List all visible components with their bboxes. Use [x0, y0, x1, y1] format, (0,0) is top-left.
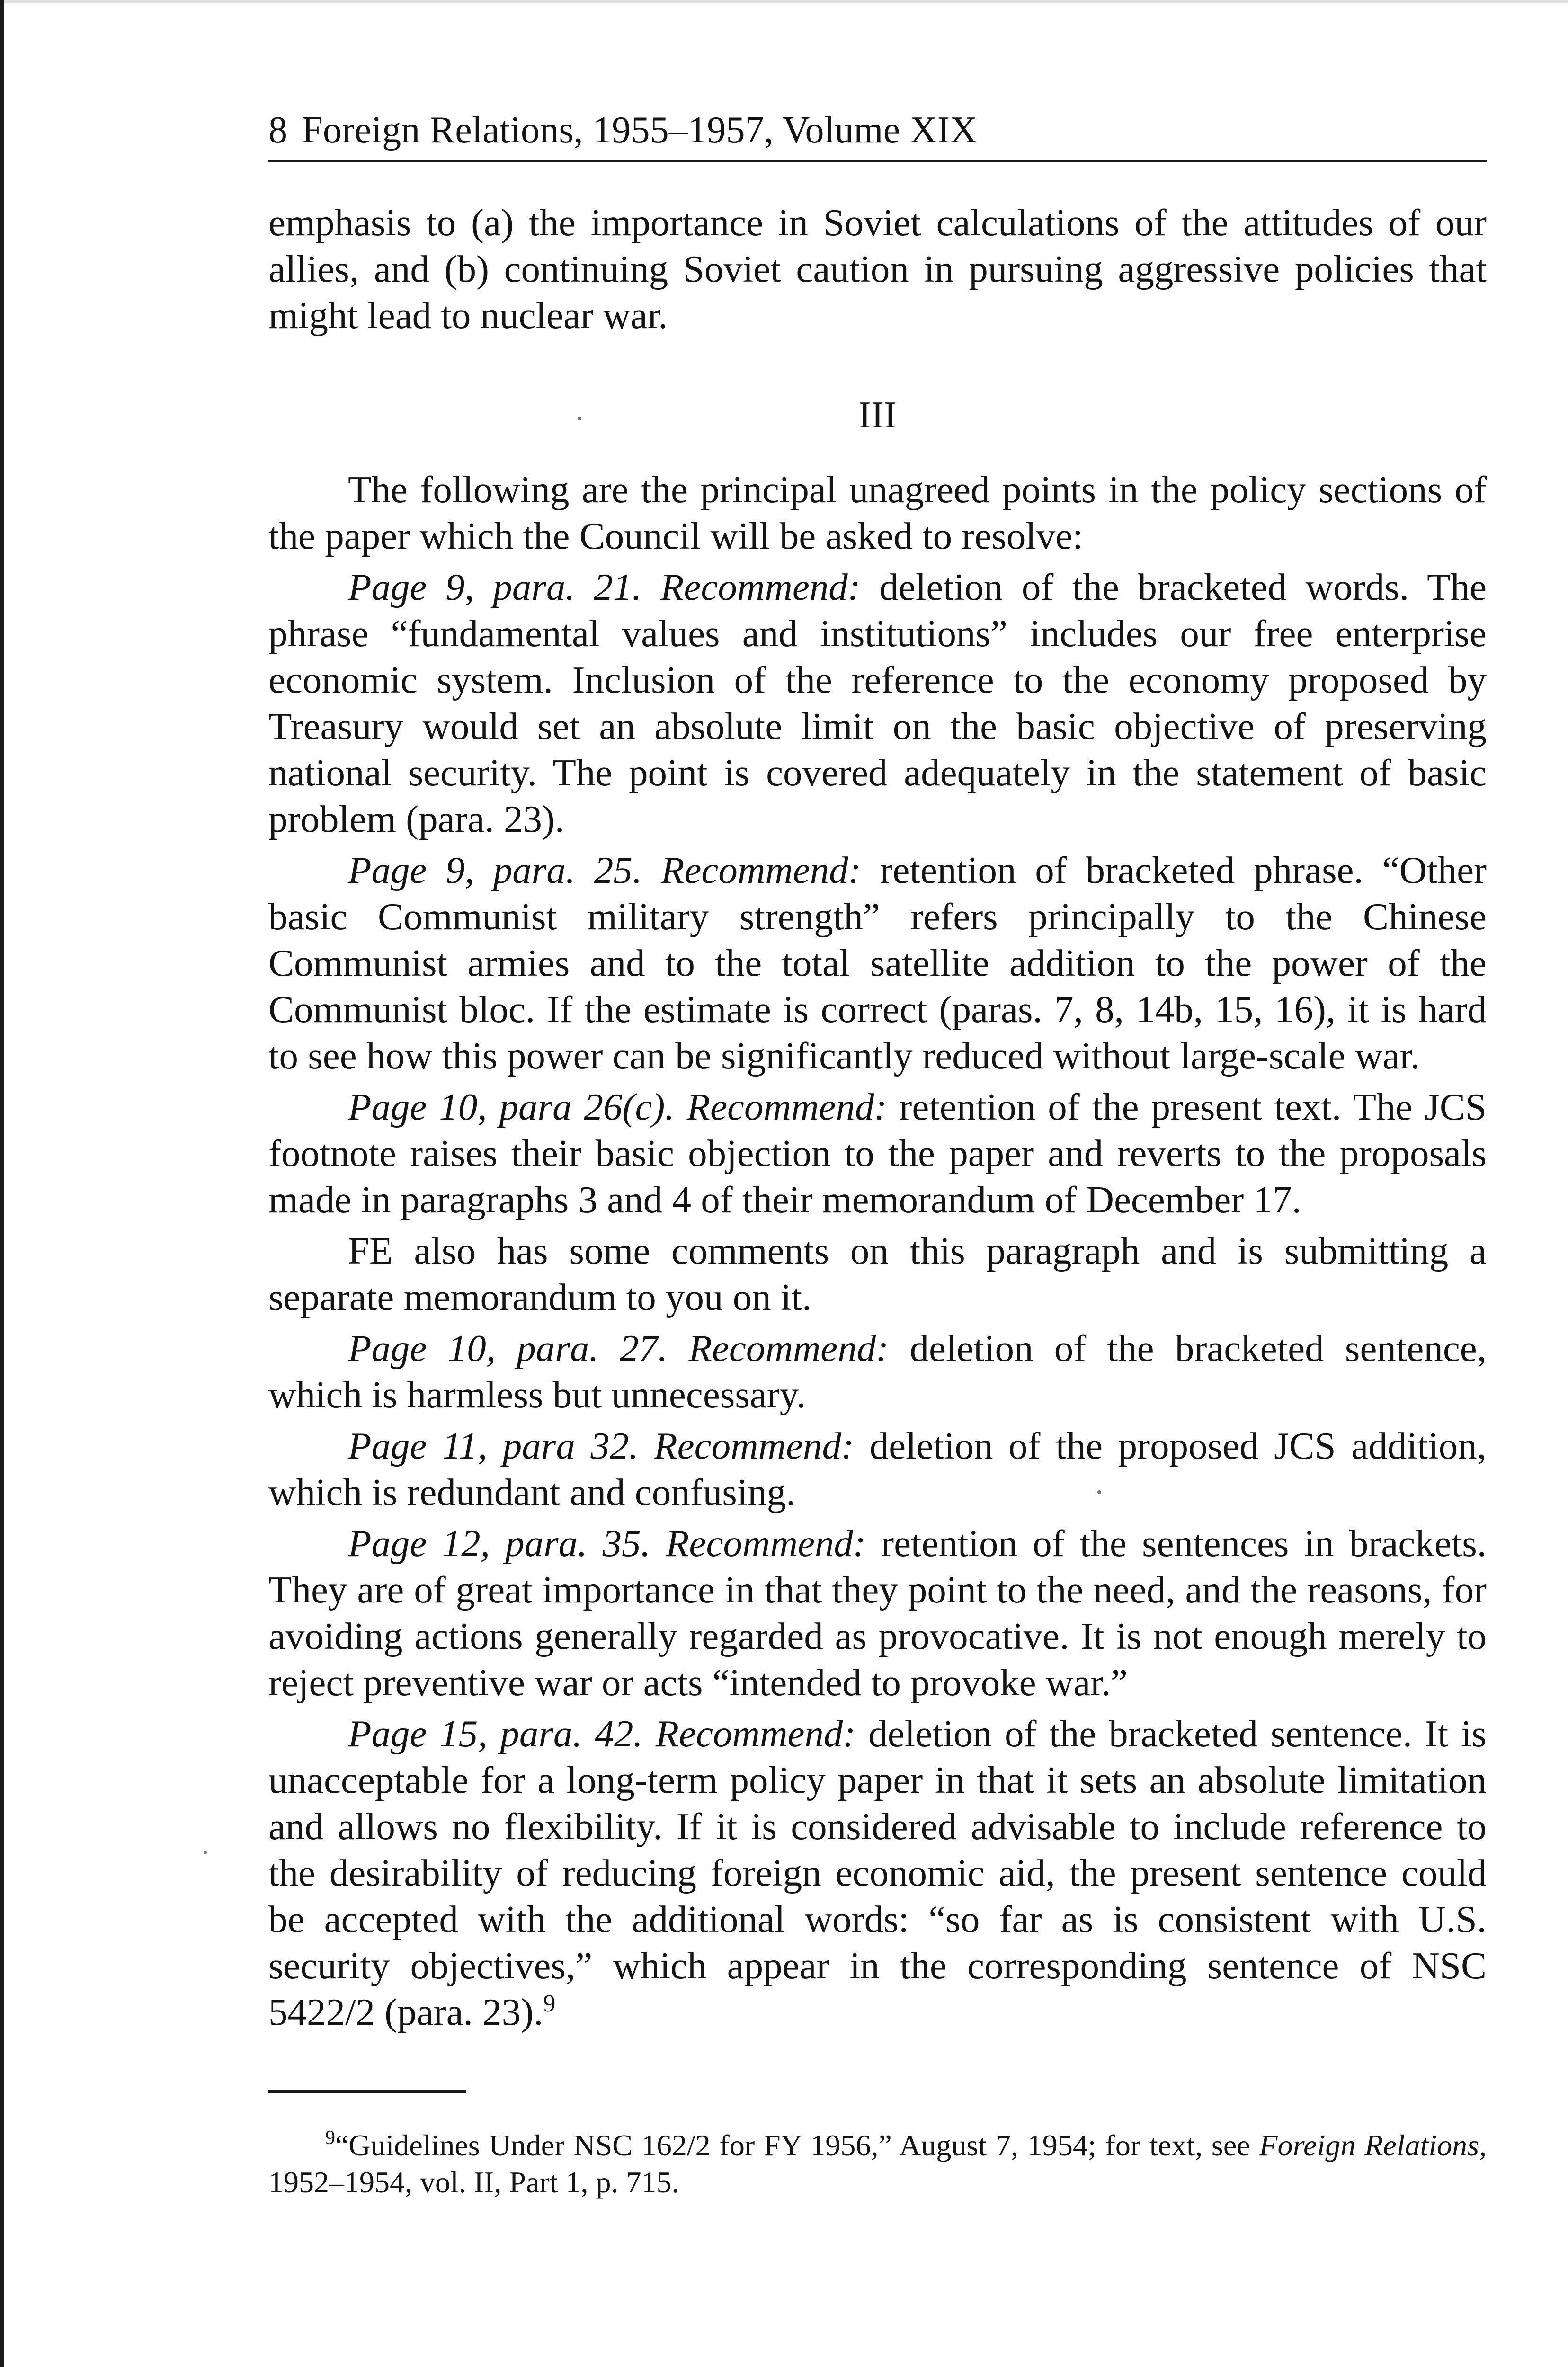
item-reference: Page 12, para. 35. [348, 1522, 650, 1565]
item-reference: Page 11, para 32. [348, 1424, 639, 1467]
item-reference: Page 15, para. 42. [348, 1712, 643, 1755]
document-page [268, 107, 1487, 2201]
item-paragraph [268, 1084, 1487, 1223]
recommend-label: Recommend: [666, 1522, 866, 1565]
item-text: deletion of the bracketed sentence. It is unacceptable for a long-term policy paper in that it sets an absolute limitation and allows no flexibility. If it is considered advisable to include reference to the desirability of reducing foreign economic aid, the present sentence could be accepted with the additional words: “so far as is consistent with U.S. security objectives,” which appear in the corresponding sentence of NSC 5422/2 (para. 23). [268, 1712, 1487, 2033]
footnote-text: “Guidelines Under NSC 162/2 for FY 1956,” August 7, 1954; for text, see [335, 2128, 1259, 2162]
item-reference: Page 10, para. 27. [348, 1327, 668, 1370]
item-paragraph [268, 1423, 1487, 1515]
footnote-italic-title: Foreign Relations, [1259, 2128, 1487, 2162]
item-paragraph [268, 564, 1487, 842]
footnote [268, 2119, 1487, 2201]
left-page-edge [0, 0, 4, 2367]
item-text: retention of the sentences in brackets. They are of great importance in that they point to the need, and the reasons, for avoiding actions generally regarded as provocative. It is not enough merely to reject preventive war or acts “intended to provoke war.” [268, 1522, 1487, 1704]
item-paragraph [268, 847, 1487, 1079]
item-paragraph [268, 1325, 1487, 1418]
recommend-label: Recommend: [655, 1712, 856, 1755]
item-reference: Page 10, para 26(c). [348, 1086, 675, 1128]
item-reference: Page 9, para. 25. [348, 849, 642, 891]
section-intro-paragraph: The following are the principal unagreed points in the policy sections of the paper which the Council will be asked to resolve: [268, 468, 1487, 557]
running-head [268, 107, 1487, 154]
body-text [268, 199, 1487, 2035]
footnote-text-end: 1952–1954, vol. II, Part 1, p. 715. [268, 2165, 679, 2199]
header-rule [268, 160, 1487, 162]
scan-speck [204, 1851, 207, 1854]
recommend-label: Recommend: [686, 1086, 887, 1128]
section-heading: III [858, 393, 897, 436]
recommend-label: Recommend: [660, 849, 861, 891]
top-edge-rule [0, 0, 1568, 3]
item-text: deletion of the bracketed sentence, which is harmless but unnecessary. [268, 1327, 1487, 1416]
recommend-label: Recommend: [688, 1327, 889, 1370]
item-paragraph [268, 1710, 1487, 2035]
recommend-label: Recommend: [654, 1424, 855, 1467]
footnote-reference[interactable]: 9 [543, 1990, 556, 2017]
item-text: deletion of the proposed JCS addition, which is redundant and confusing. [268, 1424, 1487, 1513]
footnote-paragraph [268, 2119, 1487, 2201]
item-text: retention of the present text. The JCS footnote raises their basic objection to the paper and reverts to the proposals made in paragraphs 3 and 4 of their memorandum of December 17. [268, 1086, 1487, 1221]
volume-title: Foreign Relations, 1955–1957, Volume XIX [302, 109, 978, 151]
recommend-label: Recommend: [660, 566, 861, 608]
item-text: retention of bracketed phrase. “Other basic Communist military strength” refers principally to the Chinese Communist armies and to the total satellite addition to the power of the Communist bloc. If the estimate is correct (paras. 7, 8, 14b, 15, 16), it is hard to see how this power can be significantly reduced without large-scale war. [268, 849, 1487, 1077]
intro-paragraph: emphasis to (a) the importance in Soviet calculations of the attitudes of our allies, and (b) continuing Soviet caution in pursuing aggressive policies that might lead to nuclear war. [268, 201, 1487, 337]
fe-comment-paragraph: FE also has some comments on this paragraph and is submitting a separate memorandum to you on it. [268, 1229, 1487, 1318]
item-text: deletion of the bracketed words. The phrase “fundamental values and institutions” includes our free enterprise economic system. Inclusion of the reference to the economy proposed by Treasury would set an absolute limit on the basic objective of preserving national security. The point is covered adequately in the statement of basic problem (para. 23). [268, 566, 1487, 840]
page-number: 8 [268, 109, 288, 151]
footnote-marker: 9 [325, 2127, 335, 2149]
item-reference: Page 9, para. 21. [348, 566, 642, 608]
item-paragraph [268, 1520, 1487, 1706]
footnote-rule [268, 2090, 466, 2093]
